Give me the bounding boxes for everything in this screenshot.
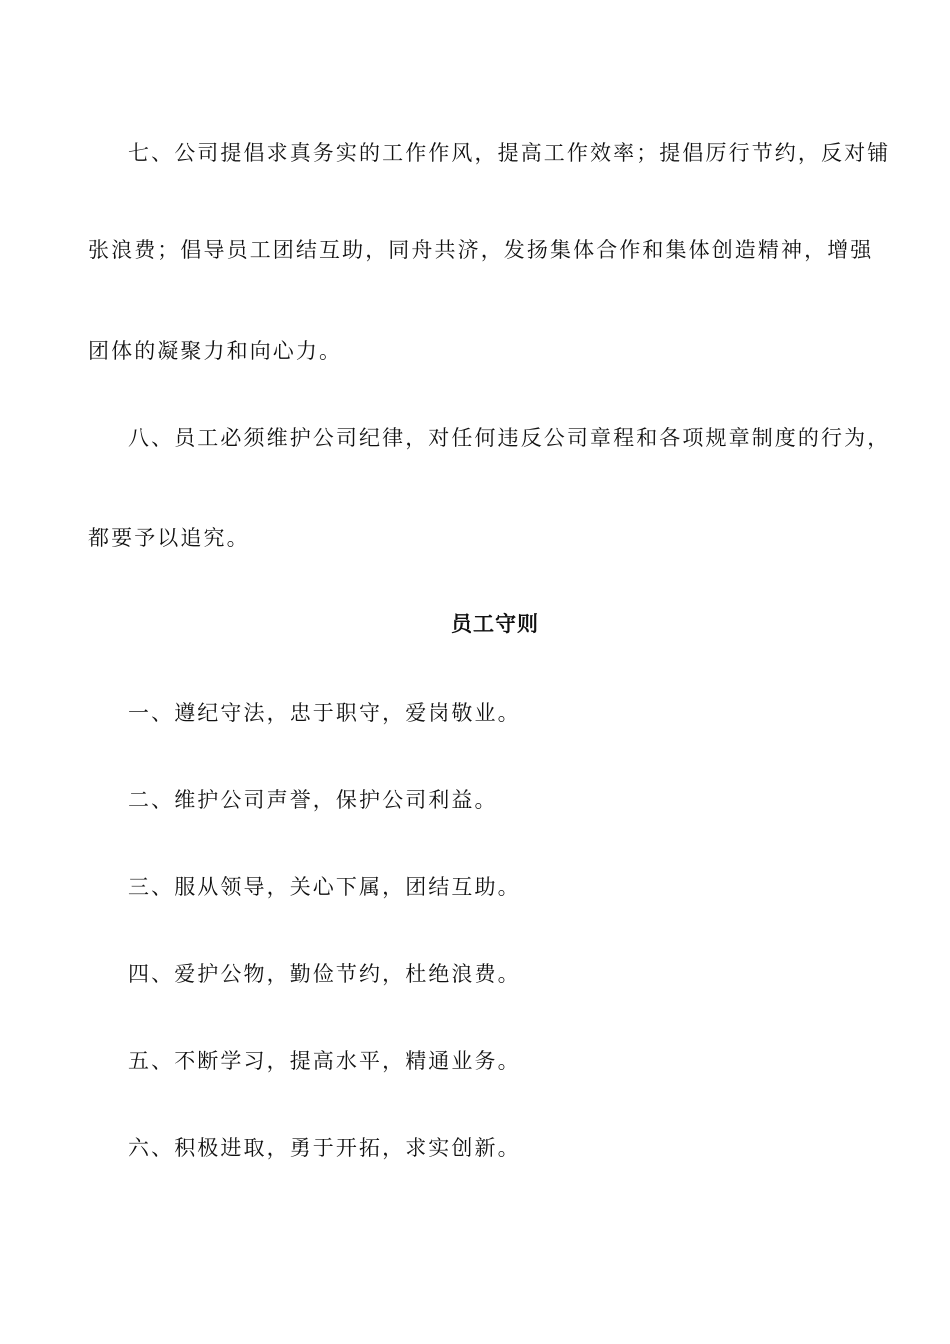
rule-item-2: 二、维护公司声誉，保护公司利益。	[128, 788, 498, 812]
rule-item-3: 三、服从领导，关心下属，团结互助。	[128, 875, 521, 899]
article-7-line-1: 七、公司提倡求真务实的工作作风，提高工作效率；提倡厉行节约，反对铺	[128, 141, 891, 165]
article-7-line-3: 团体的凝聚力和向心力。	[88, 339, 343, 363]
rule-item-5: 五、不断学习，提高水平，精通业务。	[128, 1049, 521, 1073]
section-title: 员工守则	[451, 612, 539, 636]
rule-item-6: 六、积极进取，勇于开拓，求实创新。	[128, 1136, 521, 1160]
article-8-line-2: 都要予以追究。	[88, 526, 250, 550]
article-8-line-1: 八、员工必须维护公司纪律，对任何违反公司章程和各项规章制度的行为，	[128, 426, 891, 450]
rule-item-1: 一、遵纪守法，忠于职守，爱岗敬业。	[128, 701, 521, 725]
rule-item-4: 四、爱护公物，勤俭节约，杜绝浪费。	[128, 962, 521, 986]
article-7-line-2: 张浪费；倡导员工团结互助，同舟共济，发扬集体合作和集体创造精神，增强	[88, 238, 874, 262]
